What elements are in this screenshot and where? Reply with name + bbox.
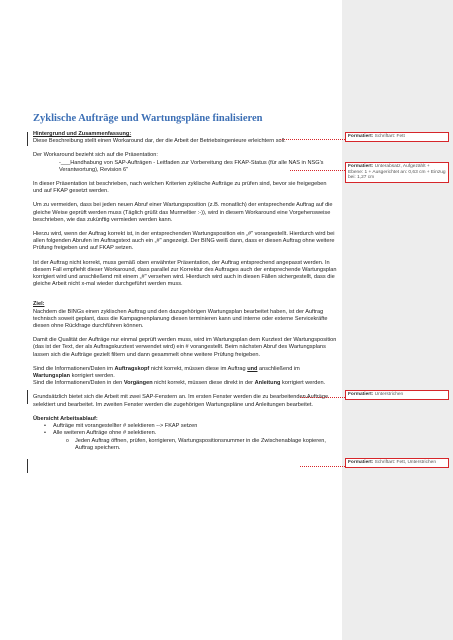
- workflow-sublist: [33, 438, 337, 452]
- paragraph: Um zu vermeiden, dass bei jeden neuen Abruf einer Wartungsposition (z.B. monatlich) der entsprechende Auftrag auf die gleiche Weise geprüft werden muss (Täglich grüßt das Murmeltier :-)), wird in diesem Workaround eine Vorgehensweise beschrieben, wie das zukünftig vermieden werden kann.: [33, 202, 333, 223]
- paragraph: Nachdem die BINGs einen zyklischen Auftrag und den dazugehörigen Wartungsplan bearbeitet haben, ist der Auftrag technisch soweit geplant, dass die Kampagnenplanung diesen terminieren kann und interne oder externe Servicekräfte diesen ohne Rückfrage durchführen können.: [33, 308, 328, 330]
- paragraph: Damit die Qualität der Aufträge nur einmal geprüft werden muss, wird im Wartungsplan dem Kurztext der Wartungsposition (das ist der Text, der als Auftragskurztext verwendet wird) ein # vorangestellt. Beim nächsten Abruf des Wartungsplans lassen sich die Aufträge gezielt filtern und dann gesammelt ohne weitere Prüfung freigeben.: [33, 337, 337, 358]
- workflow-list: [33, 423, 337, 437]
- intro-paragraph: Diese Beschreibung stellt einen Workaround dar, der die Arbeit der Betriebsingenieure erleichtern soll.: [33, 138, 286, 145]
- change-bar: [27, 459, 28, 473]
- comment-leader-line: [290, 170, 345, 171]
- list-item: o Jeden Auftrag öffnen, prüfen, korrigieren, Wartungspositionsnummer in die Zwischenablage kopieren, Auftrag speichern.: [75, 438, 337, 452]
- comment-leader-line: [280, 139, 345, 140]
- comment-margin-pane: [342, 0, 453, 640]
- presentation-item: -___Handhabung von SAP-Aufträgen - Leitfaden zur Vorbereitung des FKAP-Status (für alle NAS in NSG's Verantwortung), Revision 6": [59, 159, 324, 173]
- document-body: [33, 113, 337, 452]
- comment-balloon[interactable]: Formatiert: Unterstrichen: [345, 390, 449, 400]
- paragraph: Grundsätzlich bietet sich die Arbeit mit zwei SAP-Fenstern an. Im ersten Fenster werden die zu bearbeitenden Aufträge selektiert und bearbeitet. Im zweiten Fenster werden die zugehörigen Wartungspläne und Anleitungen bearbeitet.: [33, 394, 329, 408]
- comment-balloon[interactable]: Formatiert: Schriftart: Fett, Unterstrichen: [345, 458, 449, 468]
- list-item: • Alle weiteren Aufträge ohne # selektieren.: [53, 430, 337, 437]
- list-item: • Aufträge mit vorangestellter # selektieren --> FKAP setzen: [53, 423, 337, 430]
- paragraph-vorgaenge: Sind die Informationen/Daten in den Vorgängen nicht korrekt, müssen diese direkt in der Anleitung korrigiert werden.: [33, 380, 326, 387]
- comment-balloon[interactable]: Formatiert: Schriftart: Fett: [345, 132, 449, 142]
- section-heading-background: Hintergrund und Zusammenfassung:: [33, 131, 132, 137]
- paragraph: Ist der Auftrag nicht korrekt, muss gemäß oben erwähnter Präsentation, der Auftrag entsprechend angepasst werden. In diesem Fall empfiehlt dieser Workaround, dass parallel zur Korrektur des Auftrages auch der entsprechende Wartungsplan korrigiert wird und anschließend mit einem „#" versehen wird. Hierdurch wird auch in diesen Fällen sichergestellt, dass die gleiche Arbeit nicht x-mal wieder durchgeführt werden muss.: [33, 259, 337, 288]
- comment-leader-line: [300, 397, 345, 398]
- comment-leader-line: [300, 466, 345, 467]
- presentation-lead: Der Workaround bezieht sich auf die Präsentation:: [33, 152, 158, 159]
- change-bar: [27, 390, 28, 404]
- paragraph: In dieser Präsentation ist beschrieben, nach welchen Kriterien zyklische Aufträge zu prüfen sind, bevor sie freigegeben und auf FKAP gesetzt werden.: [33, 181, 327, 195]
- comment-balloon[interactable]: Formatiert: Unterabsatz, Aufgezählt + Ebene: 1 + Ausgerichtet an: 0,63 cm + Einzug bei: 1,27 cm: [345, 162, 449, 183]
- document-title: Zyklische Aufträge und Wartungspläne finalisieren: [33, 113, 263, 124]
- section-heading-goal: Ziel:: [33, 301, 45, 308]
- paragraph-auftragskopf: Sind die Informationen/Daten im Auftragskopf nicht korrekt, müssen diese im Auftrag und anschließend im Wartungsplan korrigiert werden.: [33, 365, 300, 380]
- paragraph: Hierzu wird, wenn der Auftrag korrekt ist, in der entsprechenden Wartungsposition ein „#" vorangestellt. Hierdurch wird bei allen folgenden Abrufen im Auftragstext auch ein „#" angezeigt. Der BING weiß dann, dass er diesen Auftrag ohne weitere Prüfung freigeben und auf FKAP setzen.: [33, 231, 335, 252]
- change-bar: [27, 132, 28, 146]
- overview-heading: Übersicht Arbeitsablauf:: [33, 415, 98, 422]
